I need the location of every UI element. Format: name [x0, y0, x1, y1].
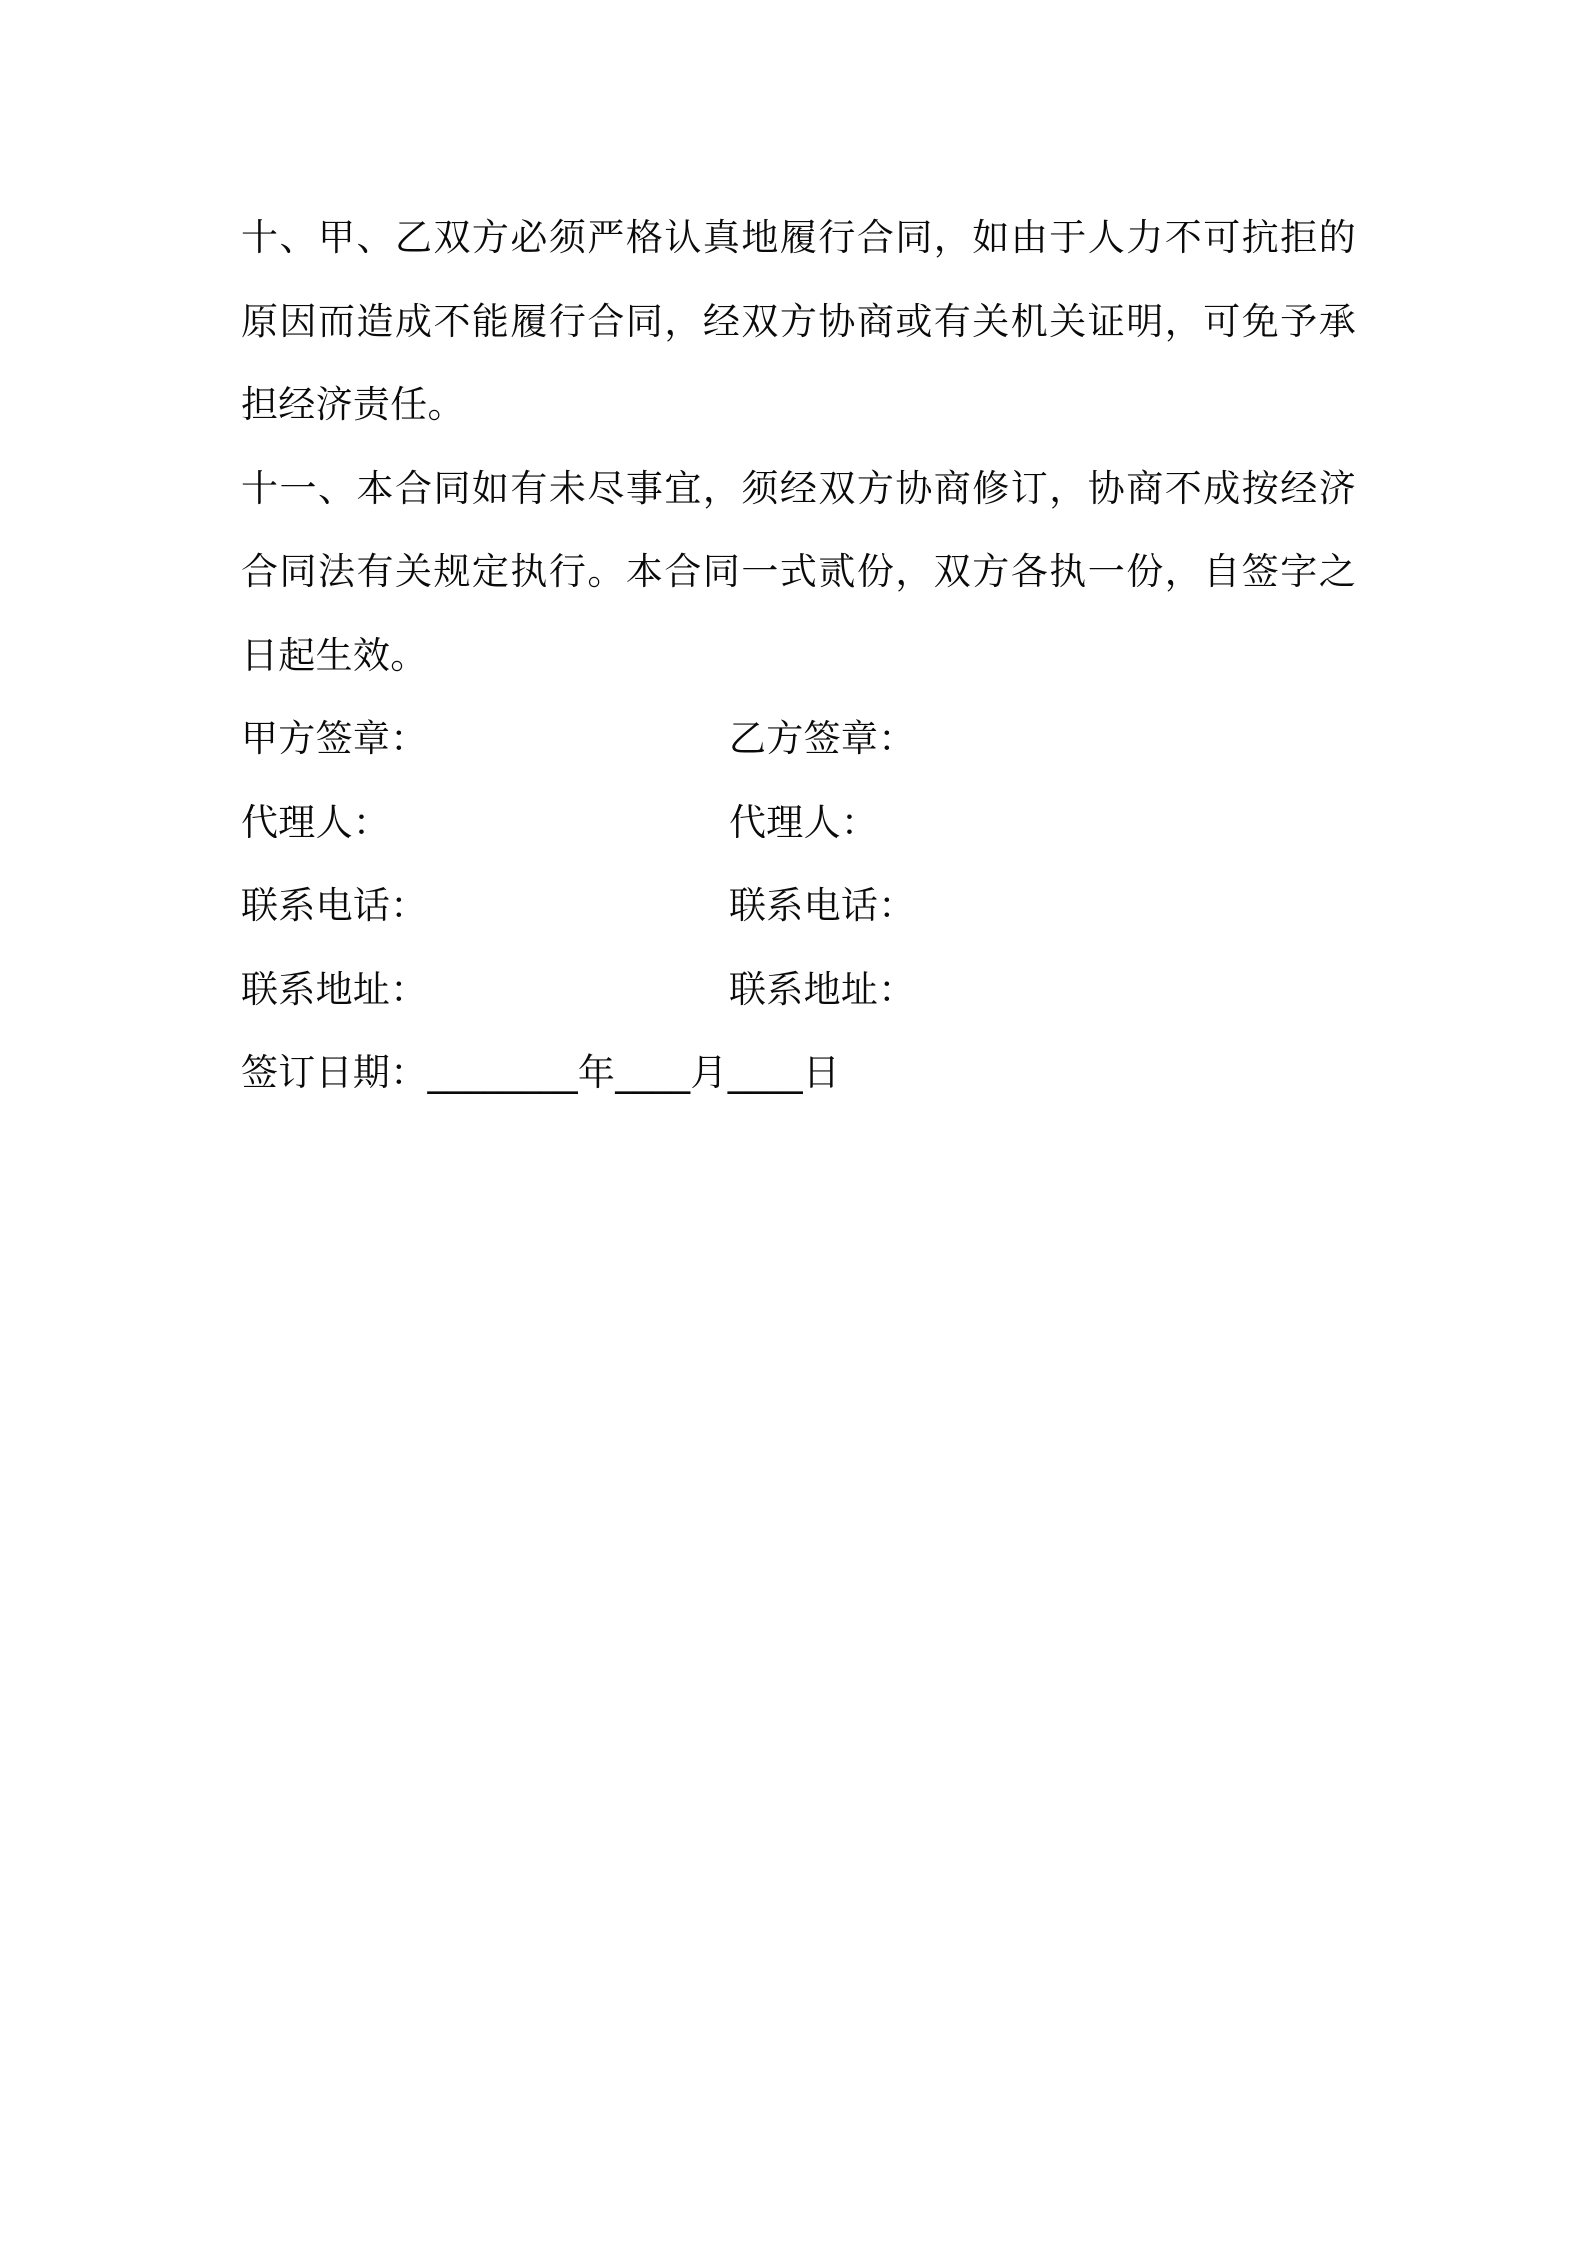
party-b-phone-label: 联系电话： — [729, 884, 916, 927]
sign-date-line: 签订日期：________年____月____日 — [241, 1051, 841, 1094]
clause-10-paragraph: 十、甲、乙双方必须严格认真地履行合同，如由于人力不可抗拒的原因而造成不能履行合同，经双方协商或有关机关证明，可免予承担经济责任。 — [241, 216, 1356, 426]
party-b-address-label: 联系地址： — [729, 967, 916, 1011]
party-a-seal-label: 甲方签章： — [241, 717, 428, 760]
party-a-address-label: 联系地址： — [241, 967, 428, 1011]
address-row — [241, 948, 1356, 1032]
contract-body — [241, 196, 1356, 1115]
phone-row — [241, 864, 1356, 948]
party-a-phone-label: 联系电话： — [241, 884, 428, 927]
party-b-seal-label: 乙方签章： — [729, 717, 916, 760]
party-b-agent-label: 代理人： — [729, 800, 879, 844]
party-a-agent-label: 代理人： — [241, 800, 391, 844]
seal-row — [241, 697, 1356, 781]
agent-row — [241, 781, 1356, 865]
clause-11-paragraph: 十一、本合同如有未尽事宜，须经双方协商修订，协商不成按经济合同法有关规定执行。本合同一式贰份，双方各执一份，自签字之日起生效。 — [241, 466, 1356, 677]
